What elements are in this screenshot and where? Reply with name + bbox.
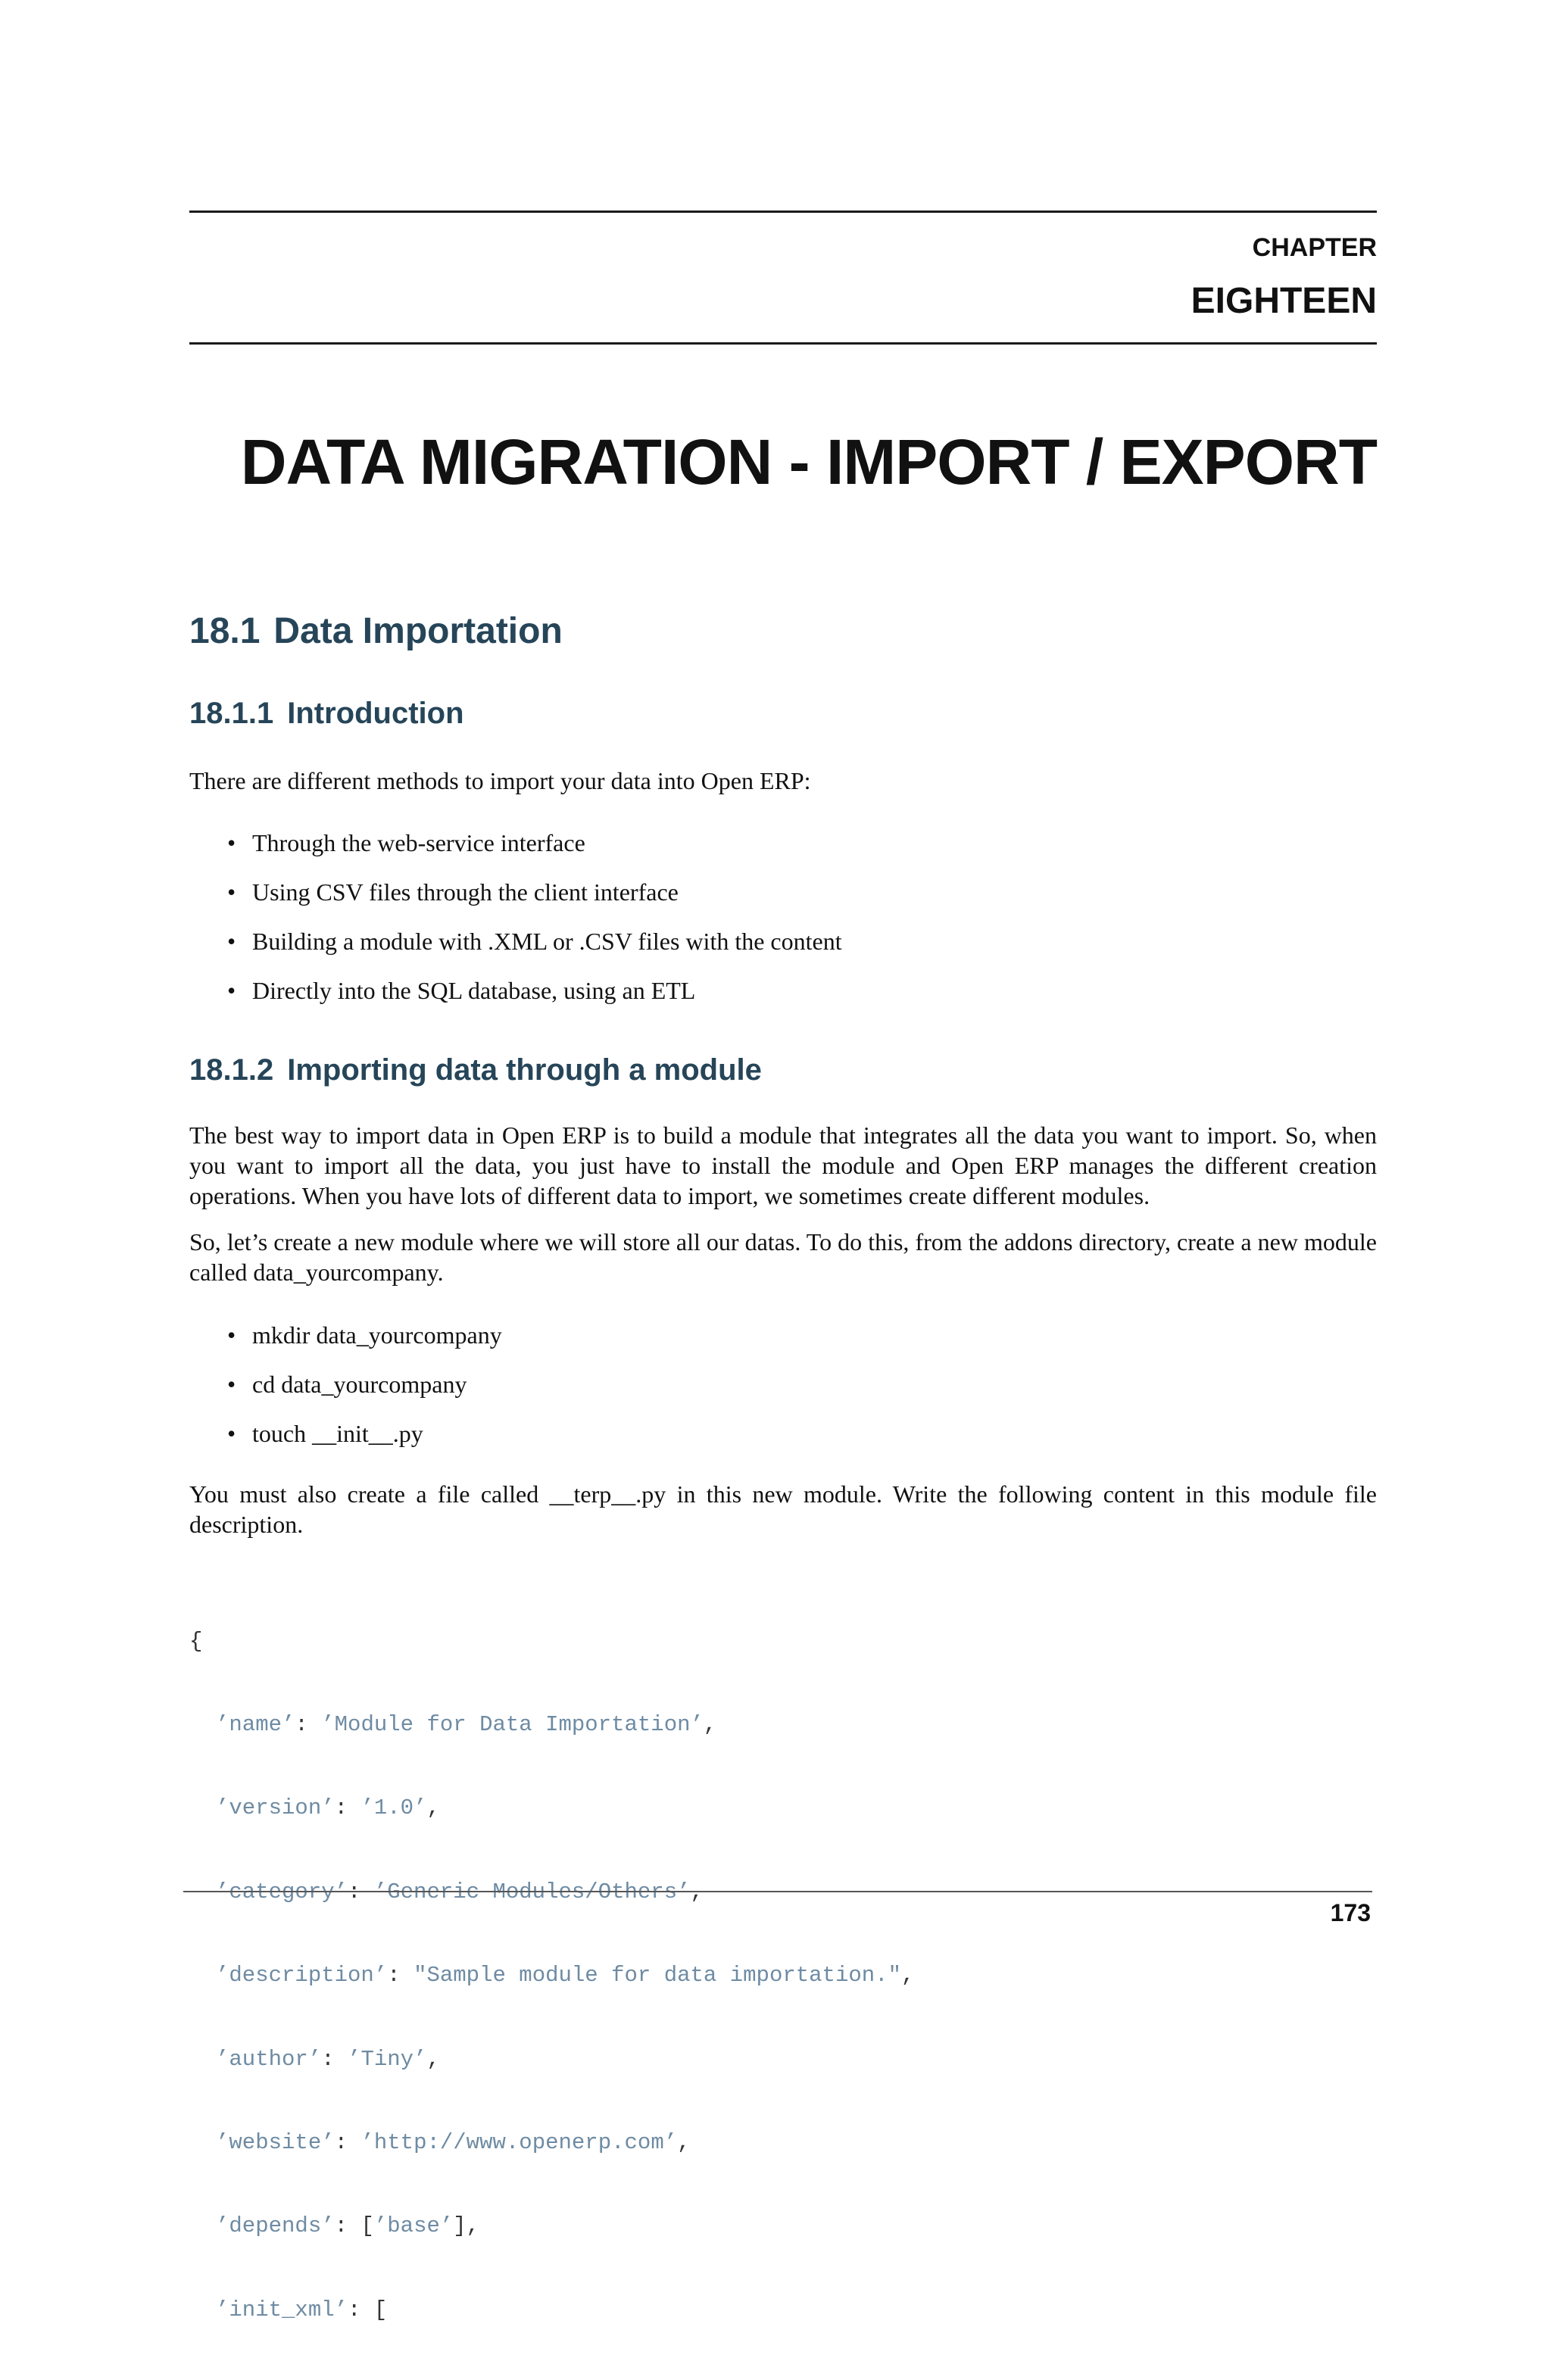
code-value: ’1.0’: [360, 1795, 427, 1821]
code-key: ’name’: [216, 1711, 295, 1737]
chapter-top-rule: [189, 211, 1377, 213]
subsection-title: Introduction: [287, 697, 464, 730]
code-end: ,: [900, 1963, 915, 1989]
code-end: ,: [426, 1795, 440, 1821]
code-separator: : [: [334, 2213, 374, 2239]
code-open-brace: {: [189, 1628, 203, 1654]
chapter-bottom-rule: [189, 342, 1377, 345]
section-heading: [189, 610, 563, 652]
import-methods-list: [227, 828, 842, 1025]
subsection-number: 18.1.1: [189, 697, 274, 730]
code-line: [189, 2213, 1377, 2241]
list-item: [227, 877, 842, 926]
code-line: [189, 2297, 1377, 2325]
code-line: [189, 1962, 1377, 1990]
list-item-text: Directly into the SQL database, using an ETL: [252, 977, 696, 1004]
code-separator: :: [334, 2129, 361, 2155]
code-value: ’Module for Data Importation’: [321, 1711, 704, 1737]
bullet-icon: •: [227, 878, 236, 906]
list-item-text: touch __init__.py: [252, 1420, 423, 1447]
code-line: [189, 2046, 1377, 2074]
code-value: ’Generic Modules/Others’: [373, 1879, 691, 1904]
chapter-label: CHAPTER: [1252, 233, 1377, 262]
code-value: ’base’: [373, 2213, 454, 2239]
list-item-text: Through the web-service interface: [252, 829, 585, 856]
shell-commands-list: [227, 1320, 502, 1468]
chapter-number: EIGHTEEN: [1191, 281, 1377, 321]
code-line: [189, 1795, 1377, 1823]
code-end: ,: [426, 2046, 440, 2072]
code-line: [189, 1879, 1377, 1907]
list-item-text: Building a module with .XML or .CSV files with the content: [252, 928, 842, 955]
list-item: [227, 1418, 502, 1468]
list-item: [227, 1369, 502, 1418]
bullet-icon: •: [227, 977, 236, 1004]
code-separator: :: [321, 2046, 348, 2072]
list-item: [227, 975, 842, 1025]
code-value: "Sample module for data importation.": [413, 1963, 901, 1989]
chapter-title: DATA MIGRATION - IMPORT / EXPORT: [240, 426, 1377, 498]
intro-paragraph: There are different methods to import your data into Open ERP:: [189, 767, 811, 794]
footer-rule: [183, 1891, 1372, 1892]
code-line: [189, 1711, 1377, 1739]
code-end: ,: [690, 1879, 704, 1904]
subsection-heading-module: [189, 1053, 762, 1087]
code-key: ’author’: [216, 2046, 322, 2072]
create-module-paragraph: So, let’s create a new module where we will store all our datas. To do this, from the addons directory, create a new module called data_yourcompany.: [189, 1228, 1377, 1286]
list-item-text: Using CSV files through the client interface: [252, 878, 679, 906]
code-block: [189, 1572, 1377, 2380]
code-key: ’website’: [216, 2129, 335, 2155]
list-item: [227, 1320, 502, 1369]
code-separator: :: [334, 1795, 361, 1821]
code-separator: :: [295, 1711, 322, 1737]
page-number: 173: [1330, 1899, 1371, 1926]
code-separator: :: [387, 1963, 414, 1989]
code-separator: : [: [348, 2297, 388, 2322]
section-title: Data Importation: [273, 611, 563, 651]
bullet-icon: •: [227, 928, 236, 955]
terp-file-paragraph: You must also create a file called __terp__.py in this new module. Write the following content in this module file description.: [189, 1480, 1377, 1538]
code-end: ],: [453, 2213, 480, 2239]
code-value: ’Tiny’: [348, 2046, 427, 2072]
bullet-icon: •: [227, 1420, 236, 1447]
code-line: [189, 2129, 1377, 2157]
code-end: ,: [703, 1711, 717, 1737]
bullet-icon: •: [227, 829, 236, 856]
code-value: ’http://www.openerp.com’: [360, 2129, 678, 2155]
bullet-icon: •: [227, 1321, 236, 1349]
code-key: ’version’: [216, 1795, 335, 1821]
list-item: [227, 828, 842, 877]
section-number: 18.1: [189, 611, 261, 651]
bullet-icon: •: [227, 1371, 236, 1398]
list-item-text: mkdir data_yourcompany: [252, 1321, 502, 1349]
subsection-title: Importing data through a module: [287, 1053, 762, 1087]
subsection-number: 18.1.2: [189, 1053, 274, 1087]
list-item-text: cd data_yourcompany: [252, 1371, 467, 1398]
code-line: [189, 1628, 1377, 1656]
list-item: [227, 926, 842, 975]
code-key: ’description’: [216, 1963, 388, 1989]
best-way-paragraph: The best way to import data in Open ERP is to build a module that integrates all the data you want to import. So, when you want to import all the data, you just have to install the module and Open ERP manages the different creation operations. When you have lots of different data to import, we sometimes create different modules.: [189, 1121, 1377, 1209]
code-key: ’init_xml’: [216, 2297, 348, 2322]
subsection-heading-introduction: [189, 697, 464, 731]
code-key: ’depends’: [216, 2213, 335, 2239]
code-key: ’category’: [216, 1879, 348, 1904]
code-end: ,: [677, 2129, 691, 2155]
code-separator: :: [348, 1879, 374, 1904]
